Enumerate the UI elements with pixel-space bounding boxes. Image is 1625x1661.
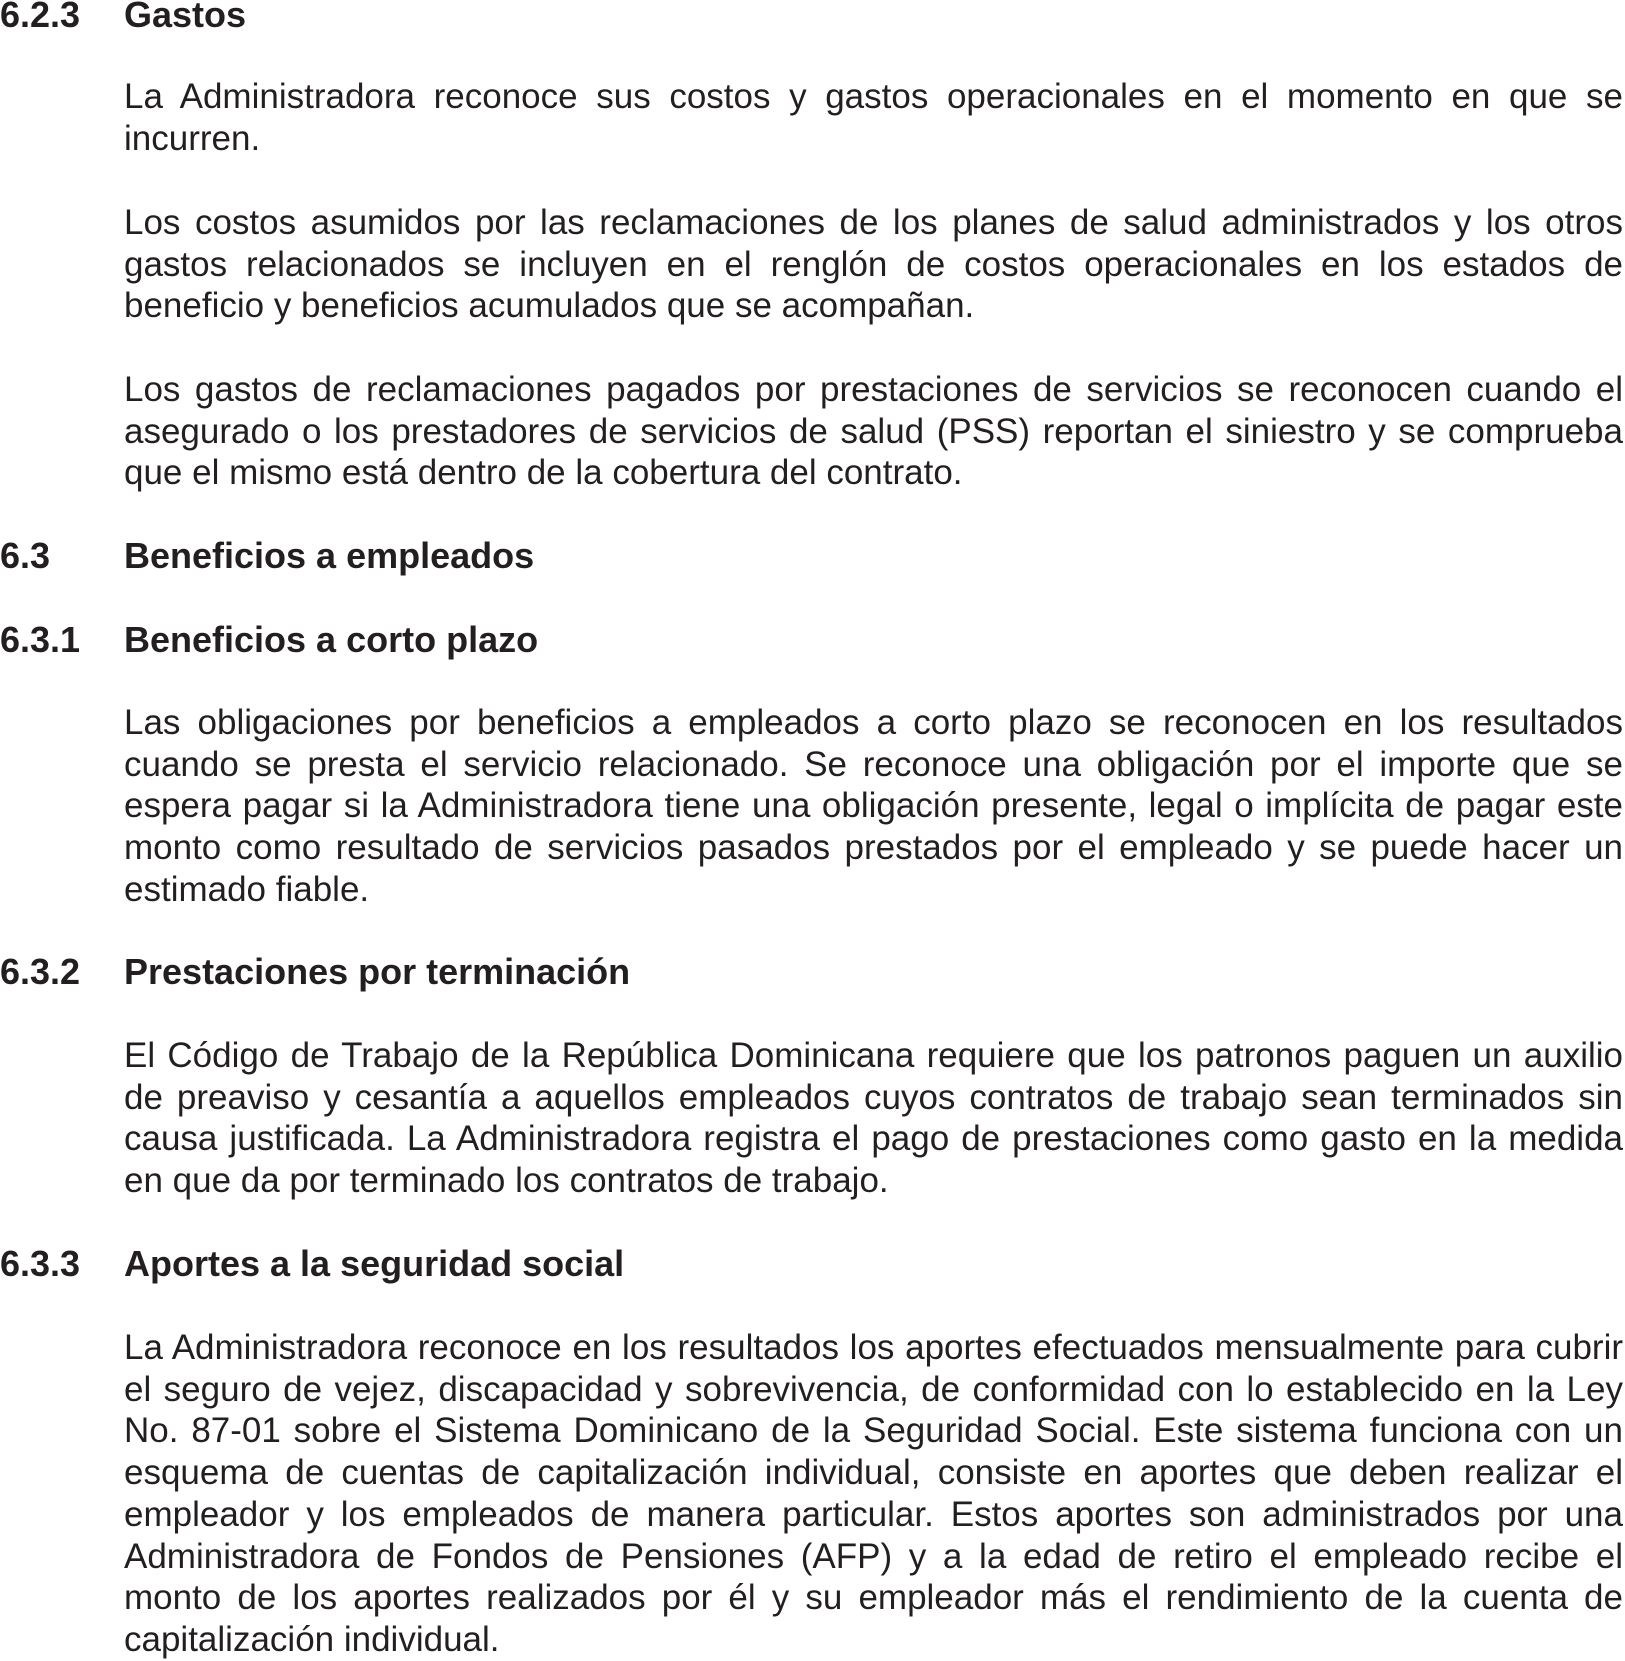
paragraph: La Administradora reconoce sus costos y gastos operacionales en el momento en que se incurren. [124,77,1623,158]
section-heading-6-3-3 [0,1243,1625,1285]
section-heading-6-3-2 [0,951,1625,993]
section-title: Beneficios a corto plazo [124,619,539,660]
section-title: Beneficios a empleados [124,535,535,576]
section-heading-6-3 [0,535,1625,577]
section-number: 6.3.1 [0,619,81,660]
section-number: 6.3.3 [0,1243,81,1284]
section-title: Prestaciones por terminación [124,951,631,992]
section-heading-6-2-3 [0,0,1625,36]
paragraph: La Administradora reconoce en los resultados los aportes efectuados mensualmente para cubrir el seguro de vejez, discapacidad y sobrevivencia, de conformidad con lo establecido en la Ley No. 87-01 sobre el Sistema Dominicano de la Seguridad Social. Este sistema funciona con un esquema de cuentas de capitalización individual, consiste en aportes que deben realizar el empleador y los empleados de manera particular. Estos aportes son administrados por una Administradora de Fondos de Pensiones (AFP) y a la edad de retiro el empleado recibe el monto de los aportes realizados por él y su empleador más el rendimiento de la cuenta de capitalización individual. [124,1328,1623,1659]
section-number: 6.3.2 [0,951,81,992]
section-title: Aportes a la seguridad social [124,1243,625,1284]
paragraph: Los gastos de reclamaciones pagados por prestaciones de servicios se reconocen cuando el asegurado o los prestadores de servicios de salud (PSS) reportan el siniestro y se comprueba que el mismo está dentro de la cobertura del contrato. [124,370,1623,493]
paragraph: El Código de Trabajo de la República Dominicana requiere que los patronos paguen un auxilio de preaviso y cesantía a aquellos empleados cuyos contratos de trabajo sean terminados sin causa justificada. La Administradora registra el pago de prestaciones como gasto en la medida en que da por terminado los contratos de trabajo. [124,1036,1623,1201]
paragraph: Las obligaciones por beneficios a empleados a corto plazo se reconocen en los resultados cuando se presta el servicio relacionado. Se reconoce una obligación por el importe que se espera pagar si la Administradora tiene una obligación presente, legal o implícita de pagar este monto como resultado de servicios pasados prestados por el empleado y se puede hacer un estimado fiable. [124,703,1623,909]
section-title: Gastos [124,0,247,35]
paragraph: Los costos asumidos por las reclamaciones de los planes de salud administrados y los otros gastos relacionados se incluyen en el renglón de costos operacionales en los estados de beneficio y beneficios acumulados que se acompañan. [124,203,1623,326]
section-number: 6.2.3 [0,0,81,35]
section-number: 6.3 [0,535,51,576]
section-heading-6-3-1 [0,619,1625,661]
